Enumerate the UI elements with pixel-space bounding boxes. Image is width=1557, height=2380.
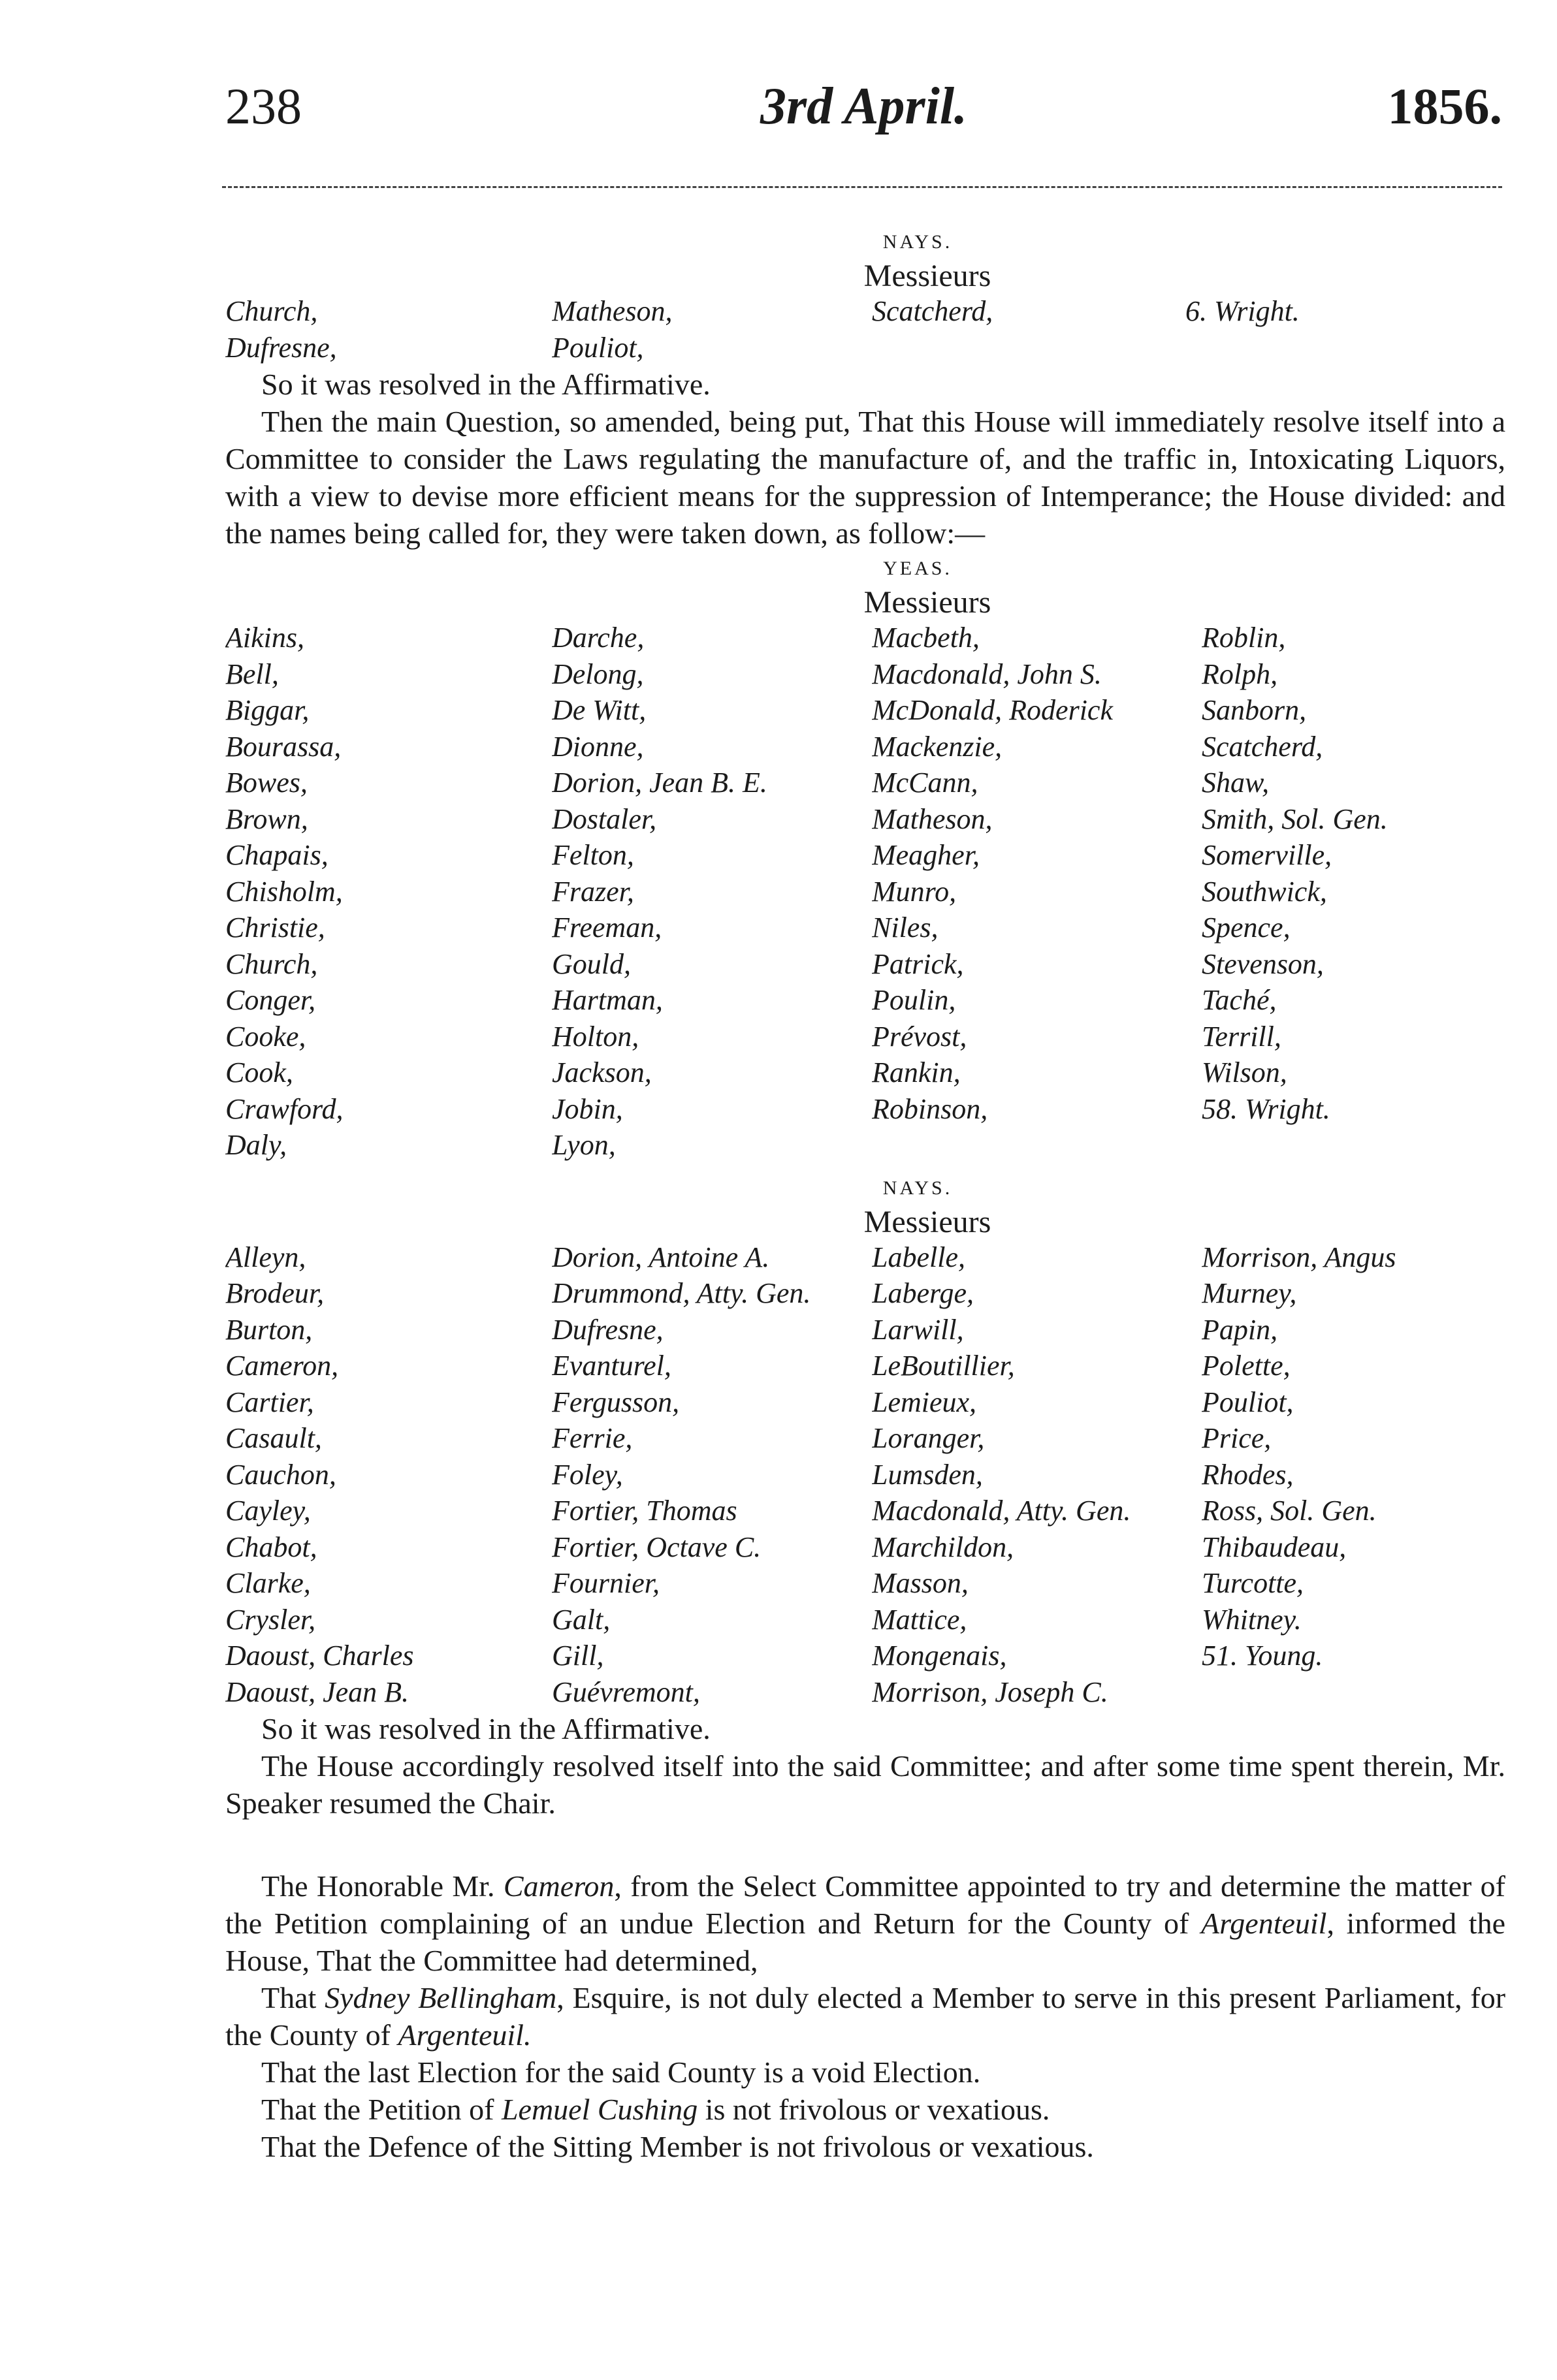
name-cell: Thibaudeau, — [1202, 1531, 1347, 1563]
name-cell: Pouliot, — [1202, 1386, 1294, 1418]
name-cell: Fortier, Octave C. — [552, 1531, 762, 1563]
main-question-paragraph: Then the main Question, so amended, being put, That this House will immediately resolve itself into a Committee to consider the Laws regulating the manufacture of, and the traffic in, Intoxicating Liquors, with a view to devise more efficient means for the suppression of Intemperance; the House divided: and the names being called for, they were taken down, as follow:— — [225, 405, 1505, 550]
name-cell: Turcotte, — [1202, 1567, 1304, 1599]
name-cell: Patrick, — [872, 947, 964, 980]
name-cell: Macbeth, — [872, 622, 980, 654]
page-number: 238 — [225, 78, 302, 135]
page-date: 3rd April. — [760, 78, 968, 135]
name-cell: Pouliot, — [552, 331, 644, 364]
name-cell: Southwick, — [1202, 875, 1327, 908]
resolved-affirmative-2: So it was resolved in the Affirmative. — [261, 1712, 711, 1745]
header-rule — [222, 186, 1502, 188]
name-cell: Price, — [1202, 1422, 1272, 1454]
name-cell: Freeman, — [552, 912, 662, 944]
name-cell: Dufresne, — [225, 331, 337, 364]
name-cell — [1185, 330, 1505, 366]
name-cell: Bell, — [225, 658, 279, 690]
name-cell: Bowes, — [225, 767, 308, 799]
name-cell: Delong, — [552, 658, 644, 690]
name-cell: Cook, — [225, 1056, 293, 1088]
name-cell: Ferrie, — [552, 1422, 633, 1454]
section-gap — [225, 1822, 1505, 1867]
name-cell: Rolph, — [1202, 658, 1278, 690]
name-cell: Burton, — [225, 1313, 313, 1346]
name-cell: Shaw, — [1202, 767, 1270, 799]
name-cell: Daly, — [225, 1129, 287, 1161]
name-cell: Meagher, — [872, 839, 980, 871]
name-cell: Frazer, — [552, 875, 634, 908]
name-cell: Ross, Sol. Gen. — [1202, 1495, 1377, 1527]
name-cell: Labelle, — [872, 1241, 965, 1273]
name-cell: Papin, — [1202, 1313, 1278, 1346]
name-cell: Dostaler, — [552, 802, 657, 835]
report-line-4: That the Defence of the Sitting Member is not frivolous or vexatious. — [261, 2130, 1094, 2163]
name-cell: Biggar, — [225, 694, 310, 726]
name-cell: Morrison, Joseph C. — [872, 1675, 1108, 1708]
name-cell: LeBoutillier, — [872, 1350, 1015, 1382]
name-cell: Guévremont, — [552, 1675, 700, 1708]
name-cell: Sanborn, — [1202, 694, 1307, 726]
name-cell: Christie, — [225, 912, 325, 944]
name-cell: Lumsden, — [872, 1458, 983, 1491]
name-cell: Spence, — [1202, 912, 1291, 944]
name-cell: Daoust, Jean B. — [225, 1675, 409, 1708]
name-cell: Prévost, — [872, 1020, 967, 1053]
page-header — [225, 77, 1502, 149]
county-name: Argenteuil — [1200, 1907, 1327, 1940]
report-intro-c: , informed the House, That the Committee had determined, — [225, 1907, 1506, 1977]
name-cell: Marchildon, — [872, 1531, 1014, 1563]
name-cell: Cauchon, — [225, 1458, 336, 1491]
name-cell: Roblin, — [1202, 622, 1286, 654]
report-l3-a: That the Petition of — [261, 2093, 502, 2126]
name-cell: Matheson, — [552, 295, 673, 327]
name-cell: Fergusson, — [552, 1386, 680, 1418]
name-cell: 6. Wright. — [1185, 295, 1300, 327]
name-cell: Polette, — [1202, 1350, 1291, 1382]
name-cell: Darche, — [552, 622, 645, 654]
name-cell: Loranger, — [872, 1422, 985, 1454]
yeas-list — [225, 620, 1505, 1164]
name-cell: Brown, — [225, 802, 308, 835]
page-body — [225, 225, 1505, 2165]
report-intro-b: , from the Select Committee appointed to try and determine the matter of the Petition complaining of an undue Election and Return for the County of — [225, 1869, 1505, 1940]
name-cell: Aikins, — [225, 622, 304, 654]
name-cell: Whitney. — [1202, 1603, 1302, 1636]
name-cell: Jackson, — [552, 1056, 652, 1088]
yeas-heading: YEAS. — [883, 558, 952, 579]
name-cell: Matheson, — [872, 802, 993, 835]
report-l1-a: That — [261, 1981, 325, 2014]
name-cell: Wilson, — [1202, 1056, 1287, 1088]
name-cell: Casault, — [225, 1422, 322, 1454]
name-cell: Daoust, Charles — [225, 1640, 414, 1672]
name-cell: De Witt, — [552, 694, 647, 726]
name-cell: Masson, — [872, 1567, 969, 1599]
name-cell: Clarke, — [225, 1567, 311, 1599]
name-cell — [1202, 1674, 1505, 1711]
name-cell: Murney, — [1202, 1277, 1297, 1309]
report-line-3 — [225, 2091, 1505, 2128]
division1-messieurs: Messieurs — [863, 259, 991, 293]
name-cell: Macdonald, John S. — [872, 658, 1102, 690]
name-cell: Laberge, — [872, 1277, 974, 1309]
nays-heading: NAYS. — [882, 1177, 953, 1199]
name-cell: Church, — [225, 295, 318, 327]
name-cell: Mackenzie, — [872, 730, 1003, 763]
name-cell: Chabot, — [225, 1531, 317, 1563]
name-cell: 58. Wright. — [1202, 1092, 1330, 1125]
member-name-bellingham: Sydney Bellingham — [325, 1981, 557, 2014]
name-cell — [872, 330, 1185, 366]
name-cell — [1202, 1127, 1505, 1164]
name-cell: Lemieux, — [872, 1386, 977, 1418]
committee-paragraph: The House accordingly resolved itself into the said Committee; and after some time spent therein, Mr. Speaker resumed the Chair. — [225, 1749, 1505, 1820]
name-cell — [872, 1127, 1202, 1164]
name-cell: Church, — [225, 947, 318, 980]
name-cell: Dufresne, — [552, 1313, 664, 1346]
name-cell: Fournier, — [552, 1567, 660, 1599]
name-cell: Hartman, — [552, 984, 663, 1016]
name-cell: Felton, — [552, 839, 634, 871]
petitioner-name: Lemuel Cushing — [501, 2093, 698, 2126]
name-cell: Stevenson, — [1202, 947, 1324, 980]
name-cell: McCann, — [872, 767, 978, 799]
name-cell: Cooke, — [225, 1020, 306, 1053]
report-line-1 — [225, 1979, 1505, 2054]
name-cell: Conger, — [225, 984, 316, 1016]
name-cell: Galt, — [552, 1603, 611, 1636]
name-cell: Cartier, — [225, 1386, 314, 1418]
name-cell: Fortier, Thomas — [552, 1495, 737, 1527]
name-cell: Crawford, — [225, 1092, 344, 1125]
name-cell: Foley, — [552, 1458, 623, 1491]
division1-heading: NAYS. — [882, 231, 953, 253]
name-cell: Drummond, Atty. Gen. — [552, 1277, 811, 1309]
page-year: 1856. — [1387, 78, 1502, 135]
name-cell: Smith, Sol. Gen. — [1202, 802, 1388, 835]
name-cell: Alleyn, — [225, 1241, 306, 1273]
name-cell: Taché, — [1202, 984, 1277, 1016]
name-cell: Morrison, Angus — [1202, 1241, 1396, 1273]
name-cell: Macdonald, Atty. Gen. — [872, 1495, 1131, 1527]
name-cell: Mongenais, — [872, 1640, 1007, 1672]
name-cell: Munro, — [872, 875, 957, 908]
name-cell: Mattice, — [872, 1603, 967, 1636]
name-cell: Jobin, — [552, 1092, 623, 1125]
member-name-cameron: Cameron — [503, 1869, 615, 1903]
name-cell: Robinson, — [872, 1092, 988, 1125]
name-cell: Gould, — [552, 947, 631, 980]
name-cell: Poulin, — [872, 984, 956, 1016]
name-cell: Evanturel, — [552, 1350, 671, 1382]
resolved-affirmative-1: So it was resolved in the Affirmative. — [261, 368, 711, 401]
name-cell: Bourassa, — [225, 730, 342, 763]
name-cell: McDonald, Roderick — [872, 694, 1113, 726]
yeas-messieurs: Messieurs — [863, 585, 991, 620]
nays-list — [225, 1239, 1505, 1711]
name-cell: Dorion, Jean B. E. — [552, 767, 767, 799]
name-cell: Crysler, — [225, 1603, 316, 1636]
report-l1-b: , Esquire, is not duly elected a Member to serve in this present Parliament, for the County of — [225, 1981, 1506, 2052]
name-cell: Scatcherd, — [872, 295, 993, 327]
name-cell: Dionne, — [552, 730, 644, 763]
report-intro-a: The Honorable Mr. — [261, 1869, 504, 1903]
name-cell: Somerville, — [1202, 839, 1332, 871]
name-cell: Chapais, — [225, 839, 329, 871]
report-l3-b: is not frivolous or vexatious. — [698, 2093, 1050, 2126]
name-cell: Scatcherd, — [1202, 730, 1323, 763]
report-line-2: That the last Election for the said County is a void Election. — [261, 2055, 981, 2089]
name-cell: Larwill, — [872, 1313, 964, 1346]
name-cell: Cameron, — [225, 1350, 339, 1382]
name-cell: Rankin, — [872, 1056, 961, 1088]
name-cell: Lyon, — [552, 1129, 616, 1161]
report-intro — [225, 1867, 1505, 1979]
name-cell: Rhodes, — [1202, 1458, 1294, 1491]
name-cell: Cayley, — [225, 1495, 311, 1527]
name-cell: Niles, — [872, 912, 939, 944]
name-cell: Brodeur, — [225, 1277, 325, 1309]
name-cell: Dorion, Antoine A. — [552, 1241, 770, 1273]
name-cell: Holton, — [552, 1020, 639, 1053]
name-cell: 51. Young. — [1202, 1640, 1323, 1672]
nays-messieurs: Messieurs — [863, 1204, 991, 1239]
name-cell: Terrill, — [1202, 1020, 1281, 1053]
name-cell: Chisholm, — [225, 875, 343, 908]
name-cell: Gill, — [552, 1640, 604, 1672]
division1-names — [225, 293, 1505, 366]
county-name: Argenteuil. — [398, 2018, 532, 2052]
